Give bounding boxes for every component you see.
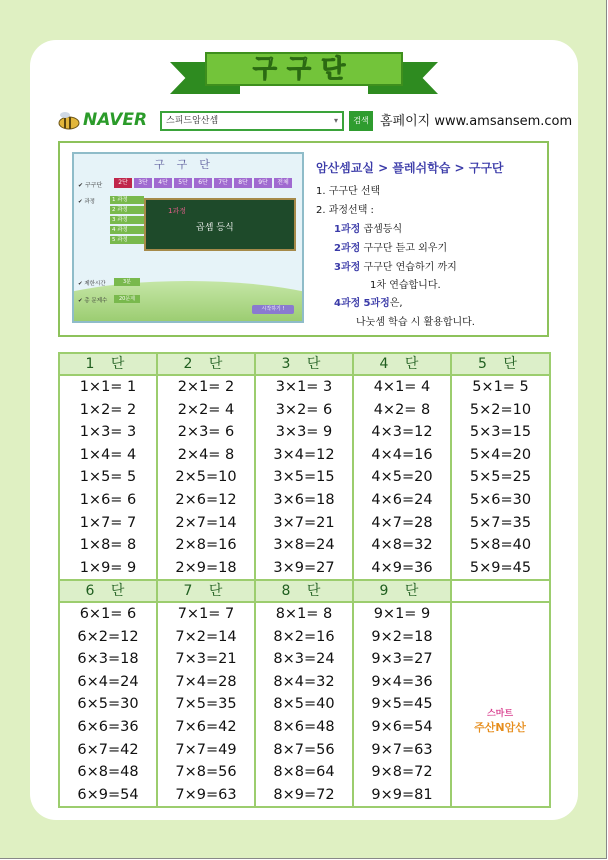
equation: 6×3=18 (77, 651, 139, 668)
dan-tab: 8단 (234, 178, 252, 188)
dan-column (59, 602, 157, 807)
equation: 2×8=16 (175, 537, 237, 554)
search-button[interactable]: 검색 (349, 111, 373, 131)
search-input[interactable] (160, 111, 344, 131)
equation: 3×8=24 (273, 537, 335, 554)
dan-row-label: 구구단 (84, 182, 103, 189)
equation: 4×9=36 (371, 559, 433, 576)
equation: 3×2= 6 (275, 401, 333, 418)
course-label: ✔ 과정 (78, 199, 95, 205)
grass-decoration (74, 281, 302, 321)
equation: 6×1= 6 (79, 606, 137, 622)
equation: 1×7= 7 (79, 514, 137, 531)
breadcrumb: 암산셈교실 > 플레쉬학습 > 구구단 (316, 161, 504, 175)
equation: 1×2= 2 (79, 401, 137, 418)
equation: 7×6=42 (175, 718, 237, 735)
dan-tab: 9단 (254, 178, 272, 188)
equation: 5×9=45 (469, 559, 532, 576)
step-button: 2 과정 (110, 206, 144, 214)
equation: 2×1= 2 (177, 379, 235, 395)
equation: 9×8=72 (371, 764, 433, 781)
dan-tab: 3단 (134, 178, 152, 188)
dan-tab: 4단 (154, 178, 172, 188)
equation: 4×3=12 (371, 424, 433, 441)
equation: 8×9=72 (273, 786, 335, 803)
dan-column (157, 602, 255, 807)
dan-column (59, 375, 157, 580)
course1-text: 곱셈등식 (363, 224, 403, 235)
equation: 8×7=56 (273, 741, 335, 758)
equation: 6×9=54 (77, 786, 139, 803)
equation: 8×6=48 (273, 718, 335, 735)
equation: 9×9=81 (371, 786, 433, 803)
dan-header: 5 단 (451, 353, 550, 375)
equation: 7×5=35 (175, 696, 237, 713)
equation: 4×7=28 (371, 514, 433, 531)
equation: 3×6=18 (273, 491, 335, 508)
dan-tab: 전체 (274, 178, 292, 188)
equation: 3×3= 9 (275, 424, 333, 441)
equation: 2×2= 4 (177, 401, 235, 418)
equation: 5×6=30 (469, 491, 532, 508)
equation: 5×2=10 (469, 401, 532, 418)
dropdown-arrow-icon[interactable]: ▾ (333, 116, 338, 125)
naver-logo (57, 108, 147, 132)
start-button: 시작하기 ! (252, 305, 294, 314)
equation: 6×7=42 (77, 741, 139, 758)
dan-column (353, 602, 451, 807)
dan-tab: 6단 (194, 178, 212, 188)
equation: 3×7=21 (273, 514, 335, 531)
page-title: 구구단 (252, 54, 356, 83)
search-value: 스피드암산셈 (166, 116, 219, 126)
equation: 2×6=12 (175, 491, 237, 508)
dan-header: 2 단 (157, 353, 255, 375)
time-limit-label: ✔ 제한시간 (78, 281, 106, 287)
equation: 2×9=18 (175, 559, 237, 576)
equation: 1×4= 4 (79, 446, 137, 463)
dan-header: 1 단 (59, 353, 157, 375)
equation: 8×3=24 (273, 651, 335, 668)
instruction-course2 (334, 239, 447, 254)
instruction-course45 (334, 294, 403, 309)
dan-header: 9 단 (353, 580, 451, 602)
equation: 8×8=64 (273, 764, 335, 781)
dan-header: 8 단 (255, 580, 353, 602)
equation: 6×8=48 (77, 764, 139, 781)
course2-label: 2과정 (334, 243, 361, 254)
problem-count-label: ✔ 총 문제수 (78, 298, 108, 304)
problem-count-value: 20문제 (114, 295, 140, 303)
equation: 4×5=20 (371, 469, 433, 486)
equation: 6×6=36 (77, 718, 139, 735)
course4-label: 4과정 (334, 298, 361, 309)
title-banner (205, 52, 403, 86)
brand-logo (464, 706, 536, 735)
equation: 4×6=24 (371, 491, 433, 508)
dan-tab: 2단 (114, 178, 132, 188)
instruction-course45-cont: 나눗셈 학습 시 활용합니다. (356, 317, 475, 328)
step-button: 1 과정 (110, 196, 144, 204)
equation: 5×3=15 (469, 424, 532, 441)
dan-header: 4 단 (353, 353, 451, 375)
equation: 1×6= 6 (79, 491, 137, 508)
step-button: 5 과정 (110, 236, 144, 244)
equation: 7×9=63 (175, 786, 237, 803)
dan-column (451, 375, 550, 580)
dan-tab: 5단 (174, 178, 192, 188)
brand-line2: 주산N암산 (474, 721, 526, 734)
equation: 9×6=54 (371, 718, 433, 735)
equation: 3×4=12 (273, 446, 335, 463)
screenshot-row-label: ✔ 구구단 (78, 182, 103, 189)
time-limit-text: 제한시간 (84, 281, 106, 287)
equation: 1×9= 9 (79, 559, 137, 576)
instruction-step2: 2. 과정선택 : (316, 205, 374, 216)
course-label-text: 과정 (84, 199, 95, 205)
equation: 1×3= 3 (79, 424, 137, 441)
equation: 8×5=40 (273, 696, 335, 713)
equation: 5×1= 5 (472, 379, 529, 395)
equation: 9×5=45 (371, 696, 433, 713)
equation: 4×8=32 (371, 537, 433, 554)
course5-label: 5과정 (363, 298, 390, 309)
dan-header: 7 단 (157, 580, 255, 602)
equation: 1×1= 1 (79, 379, 137, 395)
bee-icon (57, 110, 81, 130)
dan-header: 6 단 (59, 580, 157, 602)
equation: 4×4=16 (371, 446, 433, 463)
equation: 3×9=27 (273, 559, 335, 576)
course45-text: 은, (389, 298, 403, 309)
homepage-label: 홈페이지 (380, 114, 431, 129)
equation: 9×2=18 (371, 628, 433, 645)
equation: 5×7=35 (469, 514, 532, 531)
instruction-course3-cont: 1차 연습합니다. (370, 280, 441, 291)
board-course: 1과정 (168, 207, 186, 215)
brand-cell (451, 602, 550, 807)
brand-line1: 스마트 (486, 709, 514, 719)
equation: 8×1= 8 (275, 606, 333, 622)
program-screenshot (72, 152, 304, 323)
problem-count-text: 총 문제수 (84, 298, 108, 304)
screenshot-title: 구구단 (154, 158, 222, 171)
step-button: 3 과정 (110, 216, 144, 224)
equation: 9×4=36 (371, 673, 433, 690)
times-table-top (58, 352, 551, 581)
equation: 2×3= 6 (177, 424, 235, 441)
equation: 3×1= 3 (275, 379, 333, 395)
equation: 6×4=24 (77, 673, 139, 690)
dan-header: 3 단 (255, 353, 353, 375)
times-table-bottom (58, 579, 551, 808)
dan-column (353, 375, 451, 580)
equation: 4×1= 4 (373, 379, 431, 395)
dan-tab: 7단 (214, 178, 232, 188)
naver-logo-text: NAVER (83, 110, 148, 130)
equation: 4×2= 8 (373, 401, 431, 418)
equation: 8×4=32 (273, 673, 335, 690)
equation: 8×2=16 (273, 628, 335, 645)
instruction-course3 (334, 258, 457, 273)
equation: 9×3=27 (371, 651, 433, 668)
equation: 5×8=40 (469, 537, 532, 554)
empty-header (451, 580, 550, 602)
course1-label: 1과정 (334, 224, 361, 235)
equation: 5×5=25 (469, 469, 532, 486)
time-limit-value: 3분 (114, 278, 140, 286)
equation: 6×5=30 (77, 696, 139, 713)
equation: 1×8= 8 (79, 537, 137, 554)
equation: 6×2=12 (77, 628, 139, 645)
equation: 2×5=10 (175, 469, 237, 486)
dan-column (255, 602, 353, 807)
equation: 7×4=28 (175, 673, 237, 690)
equation: 1×5= 5 (79, 469, 137, 486)
instruction-step1: 1. 구구단 선택 (316, 186, 381, 197)
chalkboard (144, 198, 296, 251)
equation: 2×4= 8 (177, 446, 235, 463)
equation: 7×2=14 (175, 628, 237, 645)
equation: 9×7=63 (371, 741, 433, 758)
equation: 7×7=49 (175, 741, 237, 758)
step-button: 4 과정 (110, 226, 144, 234)
course3-text: 구구단 연습하기 까지 (363, 262, 457, 273)
equation: 3×5=15 (273, 469, 335, 486)
equation: 7×3=21 (175, 651, 237, 668)
equation: 2×7=14 (175, 514, 237, 531)
dan-column (157, 375, 255, 580)
board-text: 곱셈 등식 (196, 223, 234, 233)
equation: 7×8=56 (175, 764, 237, 781)
course3-label: 3과정 (334, 262, 361, 273)
instruction-course1 (334, 220, 402, 235)
homepage-line (380, 110, 572, 129)
course2-text: 구구단 듣고 외우기 (363, 243, 448, 254)
homepage-url[interactable]: www.amsansem.com (434, 114, 573, 129)
equation: 9×1= 9 (373, 606, 431, 622)
equation: 7×1= 7 (177, 606, 235, 622)
dan-column (255, 375, 353, 580)
equation: 5×4=20 (469, 446, 532, 463)
